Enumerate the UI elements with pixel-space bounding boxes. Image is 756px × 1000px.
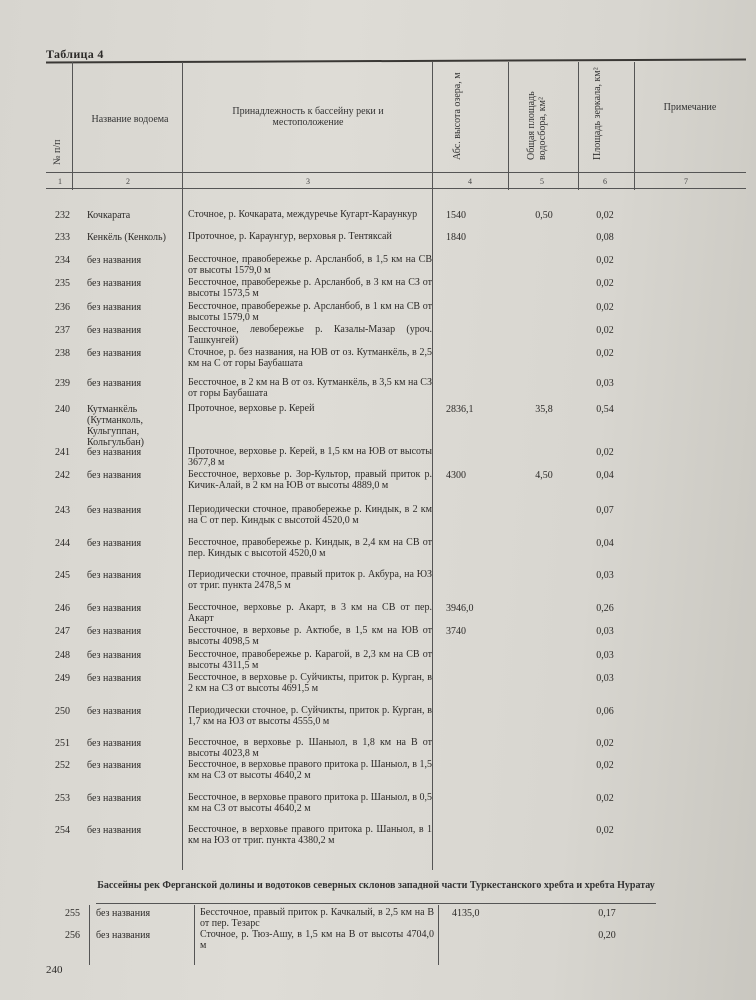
lake-description: Бессточное, правобережье р. Киндык, в 2,4 км на СВ от пер. Киндык с высотой 4520,0 м: [188, 537, 432, 559]
col-number: 2: [126, 177, 130, 186]
lake-name: без названия: [87, 626, 142, 637]
mirror-area: 0,03: [596, 570, 614, 581]
lake-description: Бессточное, правобережье р. Арсланбоб, в 1,5 км на СВ от высоты 1579,0 м: [188, 254, 432, 276]
lake-name: без названия: [96, 908, 151, 919]
mirror-area: 0,54: [596, 404, 614, 415]
row-number: 250: [55, 706, 70, 717]
header-rule: [46, 172, 746, 173]
row-number: 241: [55, 447, 70, 458]
lake-name: без названия: [87, 447, 142, 458]
lake-name: без названия: [87, 603, 142, 614]
section-rule: [96, 903, 656, 904]
col-divider: [634, 62, 635, 190]
mirror-area: 0,03: [596, 650, 614, 661]
mirror-area: 0,02: [596, 302, 614, 313]
lake-description: Бессточное, правобережье р. Карагой, в 2,3 км на СВ от высоты 4311,5 м: [188, 649, 432, 671]
lake-description: Сточное, р. без названия, на ЮВ от оз. Кутманкёль, в 2,5 км на С от горы Баубашата: [188, 347, 432, 369]
row-number: 244: [55, 538, 70, 549]
lake-description: Бессточное, в верховье р. Шаныол, в 1,8 км на В от высоты 4023,8 м: [188, 737, 432, 759]
table-label: Таблица 4: [46, 47, 104, 61]
lake-altitude: 4135,0: [452, 908, 480, 919]
header-catchment: Общая площадь водосбора, км²: [526, 91, 548, 160]
top-rule: [46, 58, 746, 63]
lake-description: Сточное, р. Кочкарата, междуречье Кугарт-Караункур: [188, 209, 418, 220]
mirror-area: 0,03: [596, 626, 614, 637]
col-divider: [72, 62, 73, 190]
row-number: 236: [55, 302, 70, 313]
lake-name: без названия: [87, 793, 142, 804]
row-number: 238: [55, 348, 70, 359]
col-divider: [432, 62, 433, 190]
mirror-area: 0,20: [598, 930, 616, 941]
header-note: Примечание: [663, 102, 717, 113]
col-divider: [578, 62, 579, 190]
mirror-area: 0,08: [596, 232, 614, 243]
col-divider: [182, 62, 183, 190]
lake-description: Проточное, р. Караунгур, верховья р. Тентяксай: [188, 231, 392, 242]
row-number: 232: [55, 210, 70, 221]
mirror-area: 0,17: [598, 908, 616, 919]
lake-description: Проточное, верховье р. Керей: [188, 403, 315, 414]
mirror-area: 0,02: [596, 793, 614, 804]
row-number: 247: [55, 626, 70, 637]
catchment-area: 4,50: [535, 470, 553, 481]
page-number: 240: [46, 964, 63, 976]
row-number: 254: [55, 825, 70, 836]
col-number: 7: [684, 177, 688, 186]
lake-description: Бессточное, в верховье правого притока р. Шаныол, в 1 км на ЮЗ от триг. пункта 4380,2 м: [188, 824, 432, 846]
mirror-area: 0,02: [596, 738, 614, 749]
row-number: 234: [55, 255, 70, 266]
mirror-area: 0,02: [596, 447, 614, 458]
col-number: 6: [603, 177, 607, 186]
lake-name: Кочкарата: [87, 210, 131, 221]
col-number: 1: [58, 177, 62, 186]
row-number: 256: [65, 930, 80, 941]
mirror-area: 0,03: [596, 378, 614, 389]
section-title: Бассейны рек Ферганской долины и водотоков северных склонов западной части Туркестанского хребта и хребта Нуратау: [97, 880, 655, 891]
row-number: 248: [55, 650, 70, 661]
lake-name: без названия: [87, 738, 142, 749]
row-number: 243: [55, 505, 70, 516]
lake-name: без названия: [87, 650, 142, 661]
lake-description: Бессточное, в верховье правого притока р. Шаныол, в 0,5 км на СЗ от высоты 4640,2 м: [188, 792, 432, 814]
lake-name: без названия: [87, 302, 142, 313]
catchment-area: 0,50: [535, 210, 553, 221]
col-number: 4: [468, 177, 472, 186]
col-divider: [438, 905, 439, 965]
lake-altitude: 1840: [446, 232, 466, 243]
mirror-area: 0,26: [596, 603, 614, 614]
lake-name: Кенкёль (Кенколь): [87, 232, 166, 243]
lake-description: Периодически сточное, правый приток р. Акбура, на ЮЗ от триг. пункта 2478,5 м: [188, 569, 432, 591]
mirror-area: 0,04: [596, 538, 614, 549]
lake-description: Периодически сточное, р. Суйчикты, приток р. Курган, в 1,7 км на ЮЗ от высоты 4555,0 м: [188, 705, 432, 727]
header-name: Название водоема: [91, 114, 169, 125]
col-divider: [194, 905, 195, 965]
lake-description: Бессточное, верховье р. Зор-Культор, правый приток р. Кичик-Алай, в 2 км на ЮВ от высоты 4889,0 м: [188, 469, 432, 491]
col-divider: [182, 190, 183, 870]
mirror-area: 0,02: [596, 210, 614, 221]
header-rule: [46, 188, 746, 189]
lake-name: без названия: [87, 538, 142, 549]
lake-altitude: 1540: [446, 210, 466, 221]
lake-description: Сточное, р. Тюз-Ашу, в 1,5 км на В от высоты 4704,0 м: [200, 929, 434, 951]
row-number: 240: [55, 404, 70, 415]
lake-description: Бессточное, верховье р. Акарт, в 3 км на СВ от пер. Акарт: [188, 602, 432, 624]
lake-altitude: 4300: [446, 470, 466, 481]
mirror-area: 0,03: [596, 673, 614, 684]
mirror-area: 0,02: [596, 325, 614, 336]
lake-name: без названия: [87, 378, 142, 389]
lake-description: Бессточное, в верховье р. Актюбе, в 1,5 км на ЮВ от высоты 4098,5 м: [188, 625, 432, 647]
lake-name: без названия: [87, 470, 142, 481]
lake-altitude: 3740: [446, 626, 466, 637]
row-number: 235: [55, 278, 70, 289]
lake-altitude: 3946,0: [446, 603, 474, 614]
row-number: 233: [55, 232, 70, 243]
row-number: 249: [55, 673, 70, 684]
catchment-area: 35,8: [535, 404, 553, 415]
lake-name: без названия: [87, 825, 142, 836]
mirror-area: 0,06: [596, 706, 614, 717]
lake-description: Бессточное, правобережье р. Арсланбоб, в 1 км на СВ от высоты 1579,0 м: [188, 301, 432, 323]
lake-description: Бессточное, в верховье правого притока р. Шаныол, в 1,5 км на СЗ от высоты 4640,2 м: [188, 759, 432, 781]
row-number: 253: [55, 793, 70, 804]
header-num: № п/п: [52, 139, 63, 165]
lake-description: Периодически сточное, правобережье р. Киндык, в 2 км на С от пер. Киндык с высотой 4520,0 м: [188, 504, 432, 526]
row-number: 255: [65, 908, 80, 919]
row-number: 252: [55, 760, 70, 771]
mirror-area: 0,02: [596, 760, 614, 771]
row-number: 242: [55, 470, 70, 481]
lake-name: без названия: [87, 505, 142, 516]
row-number: 246: [55, 603, 70, 614]
lake-description: Бессточное, левобережье р. Казалы-Мазар (уроч. Ташкунгей): [188, 324, 432, 346]
row-number: 251: [55, 738, 70, 749]
lake-name: без названия: [96, 930, 151, 941]
lake-name: без названия: [87, 278, 142, 289]
mirror-area: 0,02: [596, 255, 614, 266]
lake-name: без названия: [87, 255, 142, 266]
col-divider: [89, 905, 90, 965]
lake-altitude: 2836,1: [446, 404, 474, 415]
lake-name: Кутманкёль (Кутманколь, Кульгуппан, Кольгульбан): [87, 404, 145, 448]
col-divider: [508, 62, 509, 190]
lake-description: Бессточное, правый приток р. Качкалый, в 2,5 км на В от пер. Тезарс: [200, 907, 434, 929]
header-basin: Принадлежность к бассейну реки и местоположение: [232, 106, 384, 128]
col-divider: [432, 190, 433, 870]
lake-name: без названия: [87, 673, 142, 684]
col-number: 3: [306, 177, 310, 186]
lake-name: без названия: [87, 570, 142, 581]
mirror-area: 0,02: [596, 278, 614, 289]
mirror-area: 0,02: [596, 348, 614, 359]
lake-description: Проточное, верховье р. Керей, в 1,5 км на ЮВ от высоты 3677,8 м: [188, 446, 432, 468]
lake-name: без названия: [87, 348, 142, 359]
header-mirror: Площадь зеркала, км²: [592, 67, 603, 160]
col-number: 5: [540, 177, 544, 186]
lake-name: без названия: [87, 706, 142, 717]
lake-name: без названия: [87, 325, 142, 336]
mirror-area: 0,07: [596, 505, 614, 516]
mirror-area: 0,02: [596, 825, 614, 836]
row-number: 237: [55, 325, 70, 336]
mirror-area: 0,04: [596, 470, 614, 481]
lake-description: Бессточное, в 2 км на В от оз. Кутманкёль, в 3,5 км на СЗ от горы Баубашата: [188, 377, 432, 399]
header-altitude: Абс. высота озера, м: [452, 72, 463, 160]
row-number: 245: [55, 570, 70, 581]
lake-name: без названия: [87, 760, 142, 771]
lake-description: Бессточное, правобережье р. Арсланбоб, в 3 км на СЗ от высоты 1573,5 м: [188, 277, 432, 299]
row-number: 239: [55, 378, 70, 389]
lake-description: Бессточное, в верховье р. Суйчикты, приток р. Курган, в 2 км на СЗ от высоты 4691,5 м: [188, 672, 432, 694]
